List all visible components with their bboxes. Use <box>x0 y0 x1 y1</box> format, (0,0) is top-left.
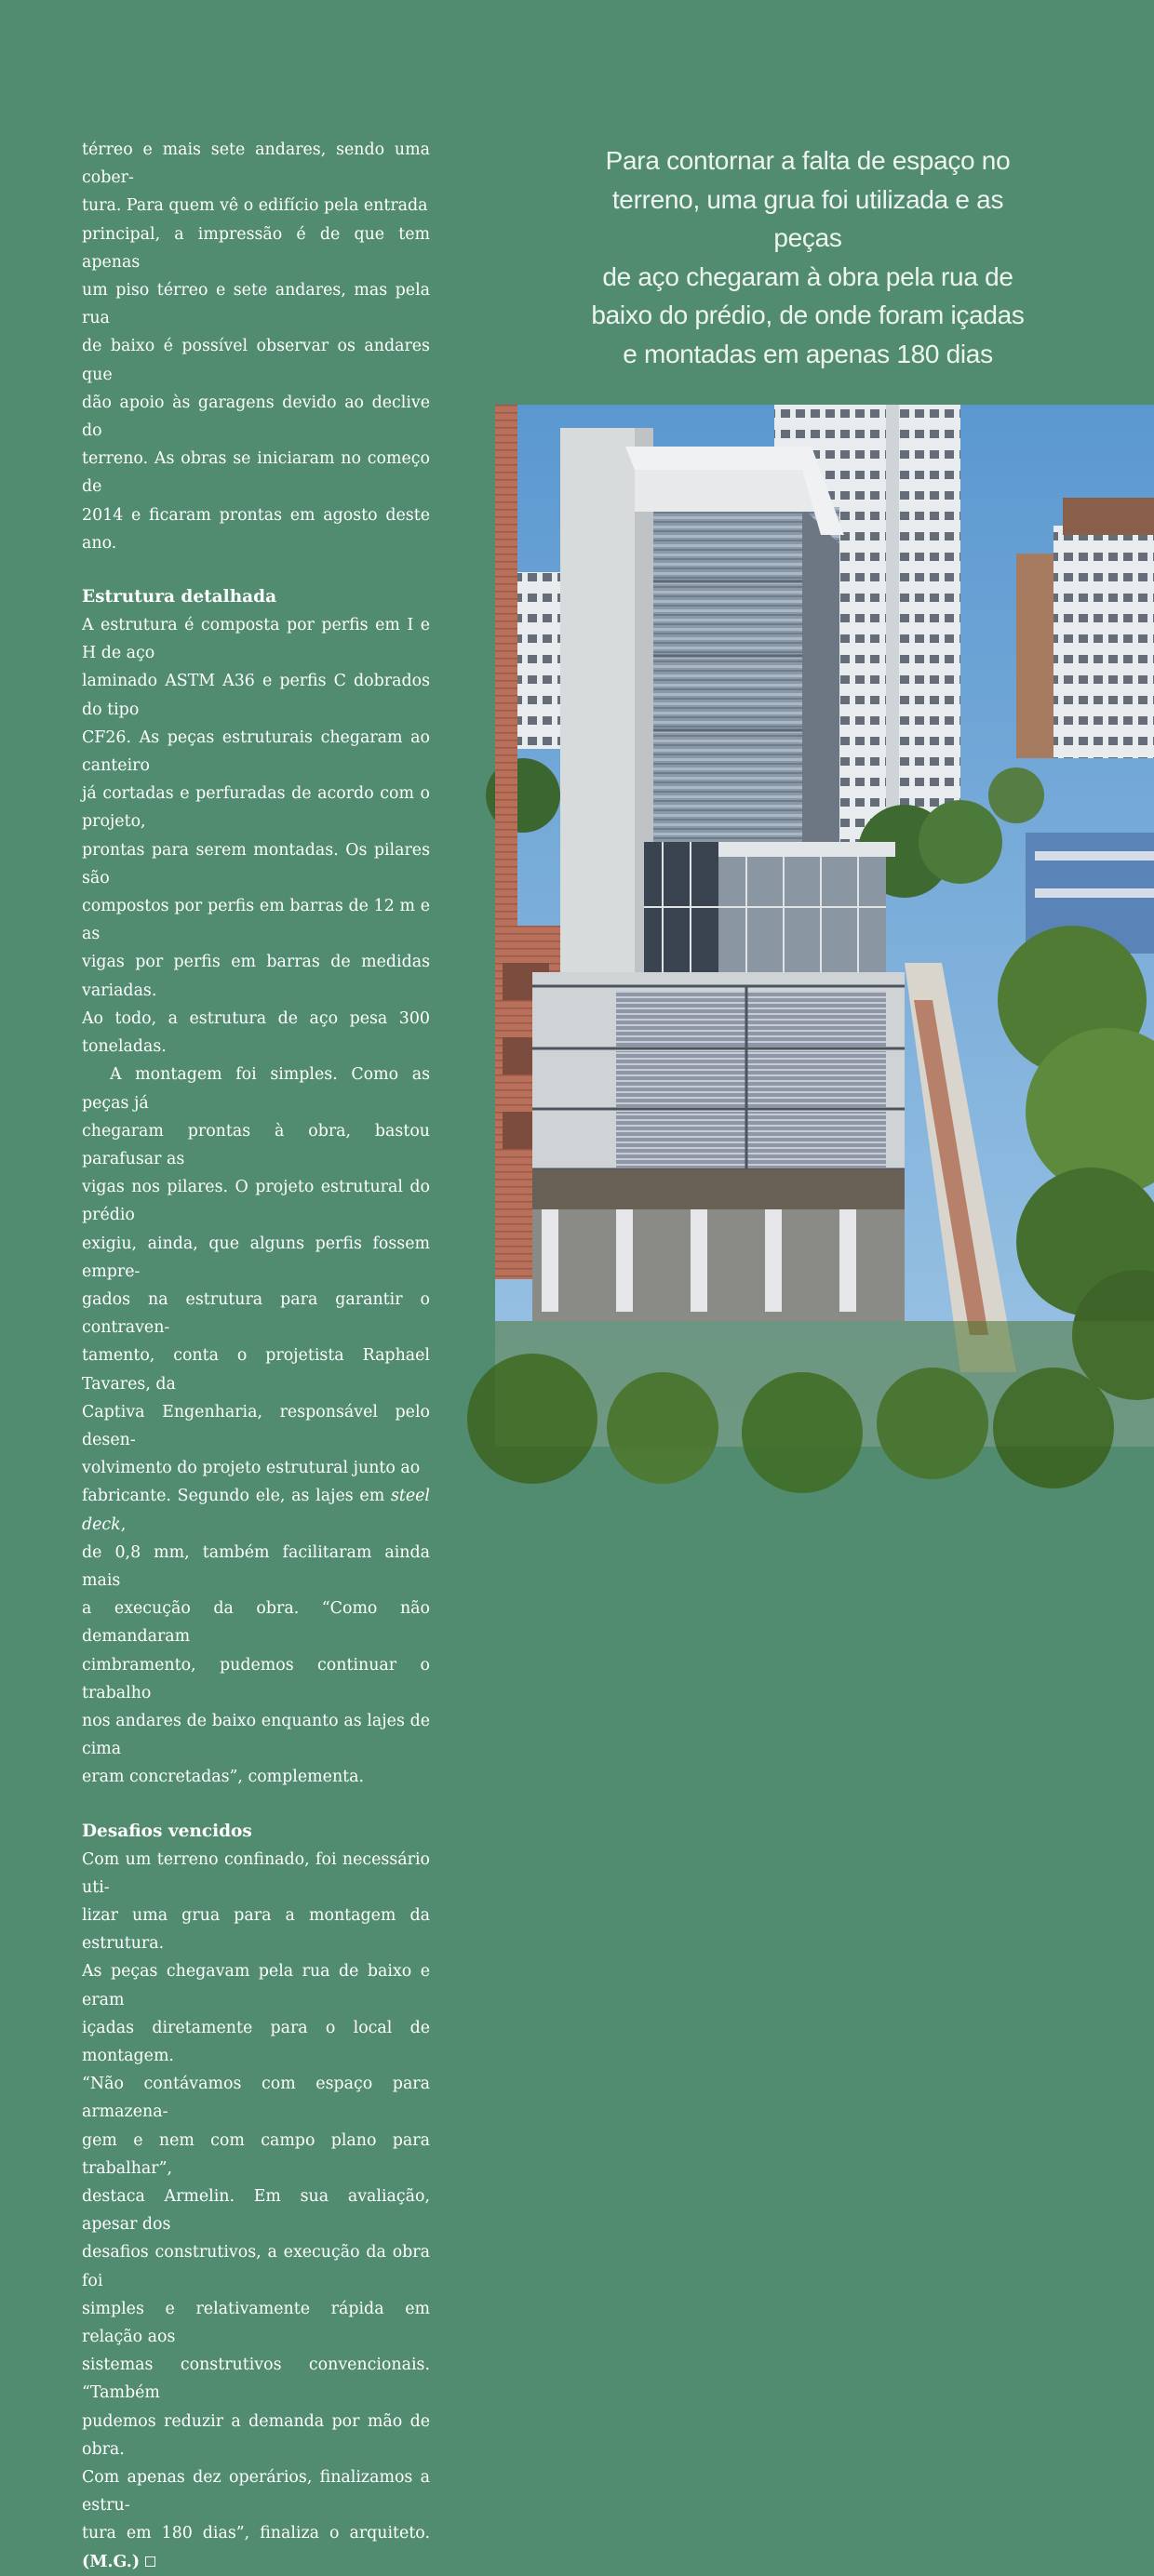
text-line: cimbramento, pudemos continuar o trabalho <box>82 1655 430 1702</box>
text-line: vigas nos pilares. O projeto estrutural do prédio <box>82 1178 430 1225</box>
text-line: um piso térreo e sete andares, mas pela rua <box>82 281 430 328</box>
pullquote-line: terreno, uma grua foi utilizada e as peças <box>611 184 1004 252</box>
desafios-paragraph <box>82 1846 430 2576</box>
intro-paragraph <box>82 136 430 557</box>
text-line: Ao todo, a estrutura de aço pesa 300 toneladas. <box>82 1008 430 1057</box>
text-line: tura. Para quem vê o edifício pela entrada <box>82 196 428 216</box>
louver-panel <box>616 1112 886 1168</box>
text-line: dão apoio às garagens devido ao declive do <box>82 393 430 441</box>
text-line: lizar uma grua para a montagem da estrutura. <box>82 1905 430 1954</box>
text-line: prontas para serem montadas. Os pilares são <box>82 840 430 888</box>
text-line: a execução da obra. “Como não demandaram <box>82 1599 430 1647</box>
text-line: desafios construtivos, a execução da obra foi <box>82 2243 430 2290</box>
text-line: destaca Armelin. Em sua avaliação, apesar dos <box>82 2187 430 2235</box>
author-signoff: (M.G.) <box>82 2552 141 2571</box>
tower-shade <box>886 405 899 842</box>
text-line: tura em 180 dias”, finaliza o arquiteto. <box>82 2524 430 2543</box>
building-photo <box>495 405 1154 1447</box>
estrutura-paragraph-2 <box>82 1061 430 1791</box>
text-line: A montagem foi simples. Como as peças já <box>82 1065 430 1113</box>
article-body <box>82 136 430 2576</box>
text-line: , <box>120 1515 127 1534</box>
text-line: Captiva Engenharia, responsável pelo desen- <box>82 1402 430 1449</box>
pullquote-line: baixo do prédio, de onde foram içadas <box>591 300 1025 329</box>
text-line: eram concretadas”, complementa. <box>82 1768 365 1787</box>
text-line: 2014 e ficaram prontas em agosto deste ano. <box>82 505 430 553</box>
text-line: As peças chegavam pela rua de baixo e eram <box>82 1962 430 2009</box>
section-heading-desafios: Desafios vencidos <box>82 1821 252 1841</box>
background-tower <box>514 572 560 749</box>
brick-building <box>495 405 517 963</box>
text-line: simples e relativamente rápida em relação aos <box>82 2299 430 2347</box>
text-line: pudemos reduzir a demanda por mão de obra. <box>82 2411 430 2459</box>
building-illustration <box>495 405 1154 1447</box>
text-line: já cortadas e perfuradas de acordo com o projeto, <box>82 784 430 832</box>
pull-quote <box>575 141 1040 373</box>
louver-panel <box>616 991 886 1047</box>
text-line: chegaram prontas à obra, bastou parafusar as <box>82 1121 430 1168</box>
estrutura-paragraph-1 <box>82 611 430 1061</box>
text-line: CF26. As peças estruturais chegaram ao canteiro <box>82 727 430 776</box>
text-line: gados na estrutura para garantir o contraven- <box>82 1289 430 1338</box>
text-line: sistemas construtivos convencionais. “Também <box>82 2356 430 2403</box>
text-line: içadas diretamente para o local de montagem. <box>82 2018 430 2065</box>
section-heading-estrutura: Estrutura detalhada <box>82 587 277 607</box>
text-line: A estrutura é composta por perfis em I e H de aço <box>82 616 430 663</box>
text-line: laminado ASTM A36 e perfis C dobrados do tipo <box>82 672 430 719</box>
pullquote-line: Para contornar a falta de espaço no <box>605 146 1011 175</box>
text-line: fabricante. Segundo ele, as lajes em <box>82 1487 391 1506</box>
text-line: nos andares de baixo enquanto as lajes de cima <box>82 1711 430 1759</box>
text-line: compostos por perfis em barras de 12 m e as <box>82 897 430 944</box>
italic-term: steel deck <box>82 1487 430 1534</box>
text-line: Com um terreno confinado, foi necessário uti- <box>82 1849 430 1897</box>
rooftop-level <box>635 470 821 512</box>
text-line: gem e nem com campo plano para trabalhar”, <box>82 2130 430 2178</box>
text-line: principal, a impressão é de que tem apenas <box>82 224 430 272</box>
text-line: terreno. As obras se iniciaram no começo de <box>82 449 430 497</box>
text-line: tamento, conta o projetista Raphael Tavares, da <box>82 1346 430 1394</box>
text-line: “Não contávamos com espaço para armazena- <box>82 2075 430 2122</box>
text-line: de 0,8 mm, também facilitaram ainda mais <box>82 1542 430 1590</box>
louver-panel <box>616 1051 886 1107</box>
background-tower <box>1053 526 1154 758</box>
pullquote-line: e montadas em apenas 180 dias <box>623 339 993 368</box>
tower-top <box>1063 498 1154 535</box>
text-line: térreo e mais sete andares, sendo uma cober- <box>82 140 430 188</box>
end-mark-icon <box>145 2556 155 2567</box>
text-line: vigas por perfis em barras de medidas variadas. <box>82 953 430 1000</box>
text-line: exigiu, ainda, que alguns perfis fossem empre- <box>82 1234 430 1281</box>
pullquote-line: de aço chegaram à obra pela rua de <box>602 261 1013 291</box>
text-line: Com apenas dez operários, finalizamos a estru- <box>82 2468 430 2516</box>
text-line: volvimento do projeto estrutural junto ao <box>82 1459 421 1478</box>
text-line: de baixo é possível observar os andares que <box>82 337 430 384</box>
background-tower <box>1016 554 1053 758</box>
